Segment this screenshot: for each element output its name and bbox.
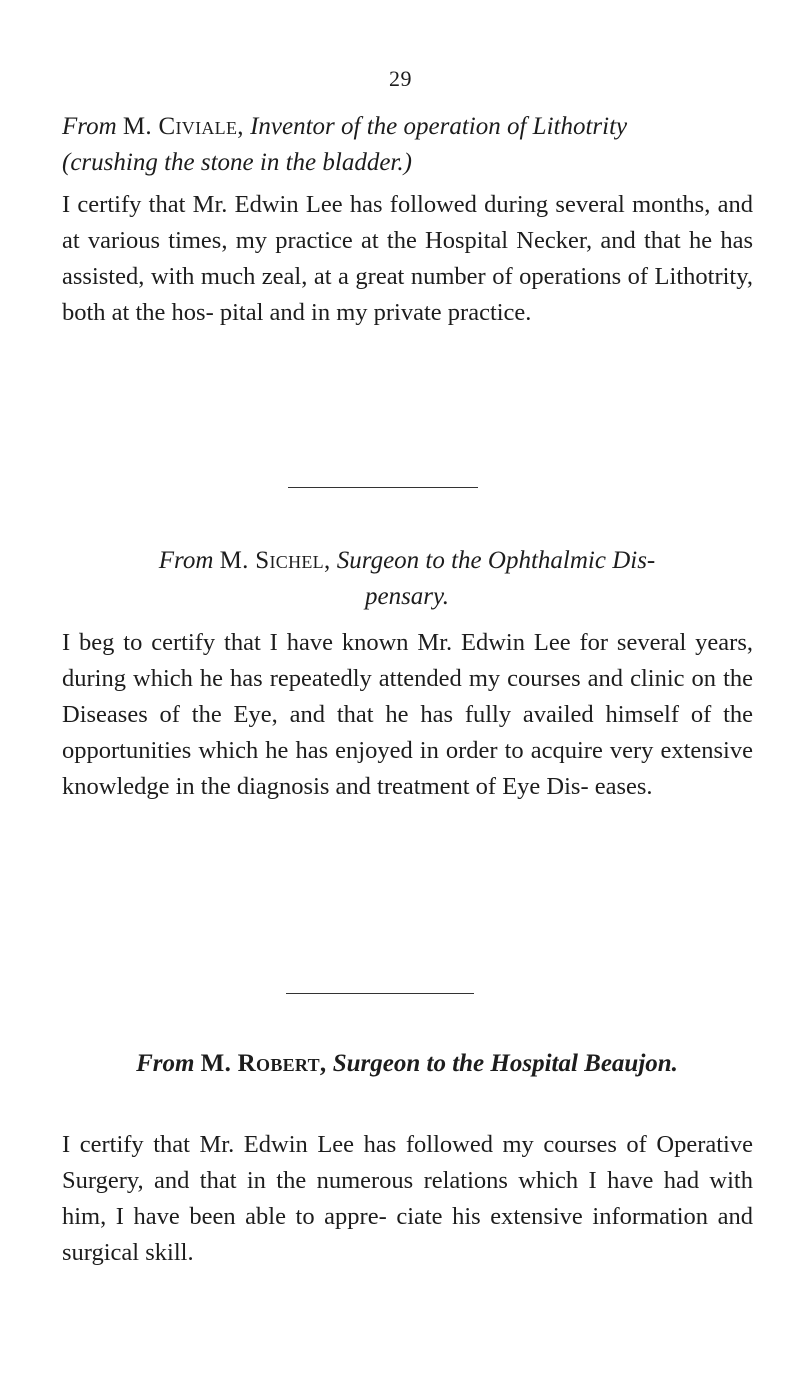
page-number: 29 xyxy=(389,66,412,91)
author-title: Surgeon to the Hospital Beaujon. xyxy=(332,1050,678,1077)
author-name: M. Robert, xyxy=(200,1050,327,1077)
author-name: M. Sichel, xyxy=(219,547,331,574)
author-title: Surgeon to the Ophthalmic Dis- xyxy=(336,547,656,574)
civiale-testimonial: I certify that Mr. Edwin Lee has followed during several months, and at various times, my practice at the Hospital Necker, and that he has assisted, with much zeal, at a great number of operations of Lithotrity, both at the hos- pital and in my private practice. xyxy=(62,191,753,326)
sichel-testimonial: I beg to certify that I have known Mr. Edwin Lee for several years, during which he has repeatedly attended my courses and clinic on the Diseases of the Eye, and that he has fully availed himself of the opportunities which he has enjoyed in order to acquire very extensive knowledge in the diagnosis and treatment of Eye Dis- eases. xyxy=(62,629,753,800)
section-divider xyxy=(288,487,478,488)
sichel-subtitle: pensary. xyxy=(364,583,450,610)
from-label: From xyxy=(158,547,214,574)
author-name: M. Civiale, xyxy=(122,113,244,140)
sichel-heading xyxy=(62,544,752,578)
civiale-heading xyxy=(62,110,752,144)
section-divider xyxy=(286,993,474,994)
author-title: Inventor of the operation of Lithotrity xyxy=(250,113,628,140)
from-label: From xyxy=(136,1050,195,1077)
civiale-subtitle: (crushing the stone in the bladder.) xyxy=(62,149,412,176)
from-label: From xyxy=(62,113,117,140)
robert-heading xyxy=(62,1047,752,1081)
robert-testimonial: I certify that Mr. Edwin Lee has followed my courses of Operative Surgery, and that in the numerous relations which I have had with him, I have been able to appre- ciate his extensive information and surgical skill. xyxy=(62,1131,753,1266)
